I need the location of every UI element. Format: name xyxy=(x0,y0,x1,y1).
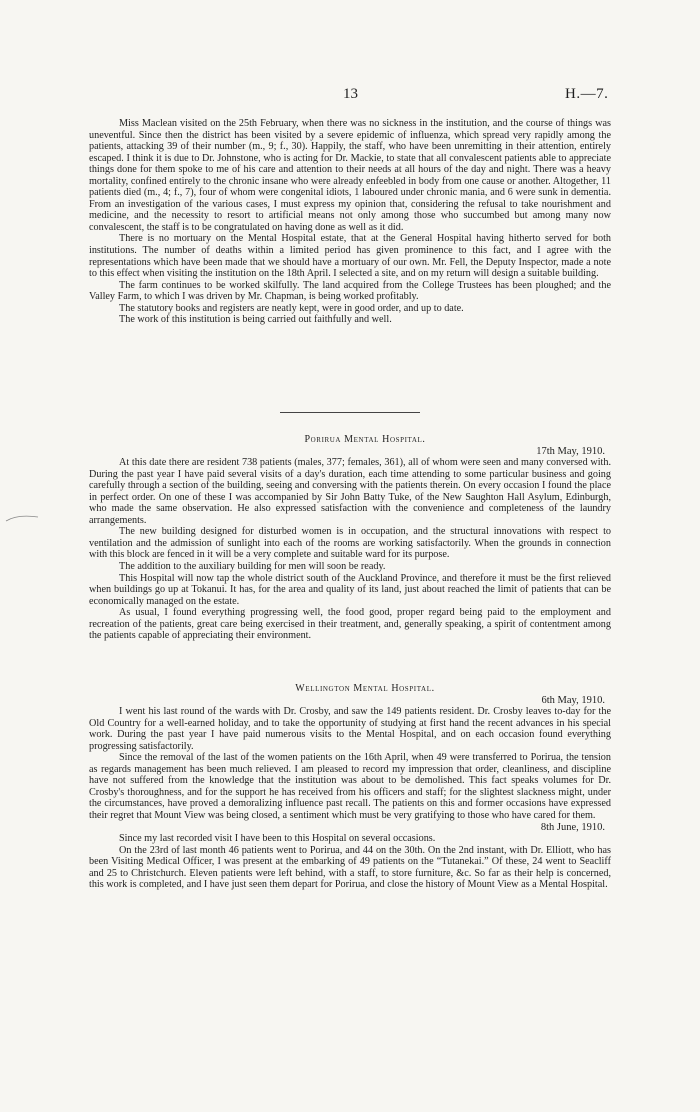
paragraph: I went his last round of the wards with Dr. Crosby, and saw the 149 patients resident. Dr. Crosby leaves to-day for the Old Country for a well-earned holiday, and to take the opportunity of studying at first hand the recent advances in his special work. During the past year I have paid numerous visits to the Mental Hospital, and on each occasion found everything progressing satisfactorily. xyxy=(89,706,611,752)
paragraph: Since my last recorded visit I have been to this Hospital on several occasions. xyxy=(119,833,436,845)
section-heading: Wellington Mental Hospital. xyxy=(295,683,435,694)
paragraph: The farm continues to be worked skilfully. The land acquired from the College Trustees has been ploughed; and the Valley Farm, to which I was driven by Mr. Chapman, is being worked profitably. xyxy=(89,279,611,303)
paragraph: At this date there are resident 738 patients (males, 377; females, 361), all of whom were seen and many conversed with. During the past year I have paid several visits of a day's duration, each time attending to some particular business and going carefully through a section of the building, seeing and conversing with the patients therein. On every occasion I found the place in perfect order. On one of these I was accompanied by Sir John Batty Tuke, of the New Saughton Hall Asylum, Edinburgh, who made the same observation. He also expressed satisfaction with the convenience and completeness of the laundry arrangements. xyxy=(89,457,611,526)
paragraph: This Hospital will now tap the whole district south of the Auckland Province, and therefore it must be the first relieved when buildings go up at Tokanui. It has, for the area and quality of its land, just about reached the limit of patients that can be economically managed on the estate. xyxy=(89,572,611,607)
section-date: 17th May, 1910. xyxy=(536,445,605,457)
paragraph: The addition to the auxiliary building for men will soon be ready. xyxy=(119,561,386,573)
section-heading: Porirua Mental Hospital. xyxy=(304,434,426,445)
paragraph: Miss Maclean visited on the 25th February, when there was no sickness in the institution, and the course of things was uneventful. Since then the district has been visited by a severe epidemic of influenza, which spread very rapidly among the patients, attacking 39 of their number (m., 9; f., 30). Happily, the staff, who have been unremitting in their attention, entirely escaped. I think it is due to Dr. Johnstone, who is acting for Dr. Mackie, to state that all convalescent patients able to appreciate things done for them spoke to me of his care and attention to their needs at all hours of the day and night. There was a heavy mortality, confined entirely to the chronic insane who were already enfeebled in body from one cause or another. Altogether, 11 patients died (m., 4; f., 7), four of whom were congenital idiots, 1 laboured under chronic mania, and 6 were sunk in dementia. From an investigation of the various cases, I must express my opinion that, considering the refusal to take nourishment and medicine, and the necessity to resort to artificial means not only among those who succumbed but among many now convalescent, the staff is to be congratulated on having done as well as it did. xyxy=(89,118,611,233)
section-seacliff-continuation xyxy=(89,118,611,326)
paragraph: Since the removal of the last of the women patients on the 16th April, when 49 were transferred to Porirua, the tension as regards management has been much relieved. I am pleased to record my impression that order, cleanliness, and discipline have not suffered from the knowledge that the institution was about to be demolished. This fact speaks volumes for Dr. Crosby's thoroughness, and for the support he has received from his officers and staff; for the slightest slackness might, under the circumstances, have proved a demoralizing influence past recall. The patients on this and former occasions have expressed their regret that Mount View was being closed, a sentiment which must be very gratifying to those who have cared for them. xyxy=(89,752,611,822)
paragraph: The work of this institution is being carried out faithfully and well. xyxy=(119,314,392,326)
section-date: 6th May, 1910. xyxy=(541,694,605,706)
section-divider xyxy=(280,412,420,413)
section-date: 8th June, 1910. xyxy=(540,821,605,833)
paragraph: There is no mortuary on the Mental Hospital estate, that at the General Hospital having hitherto served for both institutions. The number of deaths within a limited period has given prominence to this fact, and I agree with the representations which have been made that we should have a mortuary of our own. Mr. Fell, the Deputy Inspector, made a note to this effect when visiting the institution on the 18th April. I selected a site, and on my return will design a suitable building. xyxy=(89,233,611,280)
document-code: H.—7. xyxy=(565,86,609,102)
section-porirua xyxy=(89,434,611,642)
page-number: 13 xyxy=(343,86,358,102)
paragraph: The statutory books and registers are neatly kept, were in good order, and up to date. xyxy=(119,302,464,314)
section-wellington xyxy=(89,683,611,891)
page-header xyxy=(0,86,700,106)
margin-pencil-mark xyxy=(4,513,40,525)
paragraph: As usual, I found everything progressing well, the food good, proper regard being paid to the employment and recreation of the patients, great care being exercised in their treatment, and, generally speaking, a spirit of contentment among the patients capable of appreciating their environment. xyxy=(89,607,611,642)
paragraph: The new building designed for disturbed women is in occupation, and the structural innovations with respect to ventilation and the admission of sunlight into each of the rooms are working satisfactorily. When the grounds in connection with this block are fenced in it will be a very complete and suitable ward for its purpose. xyxy=(89,526,611,561)
paragraph: On the 23rd of last month 46 patients went to Porirua, and 44 on the 30th. On the 2nd instant, with Dr. Elliott, who has been Visiting Medical Officer, I was present at the embarking of 49 patients on the “Tutanekai.” Of these, 24 went to Seacliff and 25 to Christchurch. Eleven patients were left behind, with a staff, to store furniture, &c. So far as their help is concerned, this work is completed, and I have just seen them depart for Porirua, and close the history of Mount View as a Mental Hospital. xyxy=(89,844,611,891)
